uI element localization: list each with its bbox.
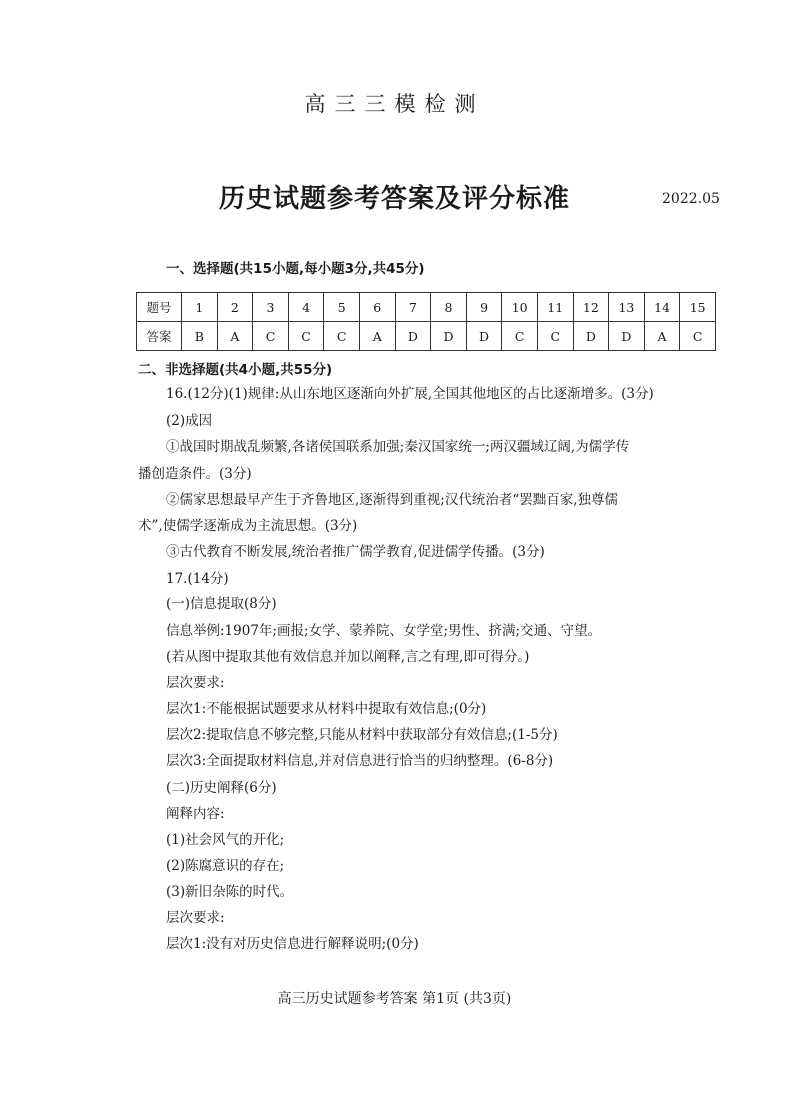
answer-cell: C bbox=[288, 322, 324, 351]
answer-cell: C bbox=[502, 322, 538, 351]
answer-line: (二)历史阐释(6分) bbox=[166, 780, 277, 796]
answer-line: 信息举例:1907年;画报;女学、蒙养院、女学堂;男性、挤满;交通、守望。 bbox=[166, 623, 602, 639]
question-number-cell: 2 bbox=[217, 293, 253, 322]
answer-line: (一)信息提取(8分) bbox=[166, 596, 277, 612]
answer-line: 层次2:提取信息不够完整,只能从材料中获取部分有效信息;(1-5分) bbox=[166, 727, 558, 743]
answer-line: 阐释内容: bbox=[166, 806, 225, 822]
section2-heading: 二、非选择题(共4小题,共55分) bbox=[138, 362, 333, 378]
question-number-cell: 8 bbox=[431, 293, 467, 322]
document-title: 历史试题参考答案及评分标准 bbox=[218, 184, 570, 214]
question-number-cell: 1 bbox=[182, 293, 218, 322]
answer-line: (2)成因 bbox=[166, 413, 213, 429]
answer-line: 播创造条件。(3分) bbox=[138, 466, 252, 482]
answer-cell: A bbox=[359, 322, 395, 351]
question-number-cell: 11 bbox=[537, 293, 573, 322]
question-number-cell: 12 bbox=[573, 293, 609, 322]
question-number-cell: 13 bbox=[609, 293, 645, 322]
document-date: 2022.05 bbox=[662, 191, 720, 207]
answer-cell: C bbox=[680, 322, 716, 351]
answer-line: 层次1:没有对历史信息进行解释说明;(0分) bbox=[166, 936, 419, 952]
question-number-cell: 7 bbox=[395, 293, 431, 322]
answer-cell: A bbox=[644, 322, 680, 351]
answer-table bbox=[136, 292, 716, 351]
question-number-cell: 3 bbox=[253, 293, 289, 322]
answer-line: ③古代教育不断发展,统治者推广儒学教育,促进儒学传播。(3分) bbox=[166, 544, 545, 560]
question-number-cell: 6 bbox=[359, 293, 395, 322]
question-number-cell: 4 bbox=[288, 293, 324, 322]
answer-line: (1)社会风气的开化; bbox=[166, 832, 285, 848]
answer-line: 术”,使儒学逐渐成为主流思想。(3分) bbox=[138, 518, 358, 534]
row-label-number: 题号 bbox=[137, 293, 182, 322]
answer-line: 层次要求: bbox=[166, 675, 225, 691]
question-number-cell: 10 bbox=[502, 293, 538, 322]
answer-cell: C bbox=[324, 322, 360, 351]
answer-cell: C bbox=[537, 322, 573, 351]
row-label-answer: 答案 bbox=[137, 322, 182, 351]
question-number-cell: 9 bbox=[466, 293, 502, 322]
question-number-row bbox=[137, 293, 716, 322]
answer-line: (2)陈腐意识的存在; bbox=[166, 858, 285, 874]
answer-row bbox=[137, 322, 716, 351]
answer-line: 16.(12分)(1)规律:从山东地区逐渐向外扩展,全国其他地区的占比逐渐增多。(3分) bbox=[166, 386, 654, 402]
answer-line: (3)新旧杂陈的时代。 bbox=[166, 884, 294, 900]
answer-cell: D bbox=[609, 322, 645, 351]
answer-line: 层次要求: bbox=[166, 910, 225, 926]
answer-cell: B bbox=[182, 322, 218, 351]
question-number-cell: 15 bbox=[680, 293, 716, 322]
answer-line: 17.(14分) bbox=[166, 571, 229, 587]
answer-cell: D bbox=[395, 322, 431, 351]
exam-header: 高三三模检测 bbox=[304, 92, 485, 116]
page-footer: 高三历史试题参考答案 第1页 (共3页) bbox=[277, 991, 512, 1007]
answer-line: ①战国时期战乱频繁,各诸侯国联系加强;秦汉国家统一;两汉疆域辽阔,为儒学传 bbox=[166, 439, 630, 455]
answer-cell: D bbox=[431, 322, 467, 351]
answer-line: 层次3:全面提取材料信息,并对信息进行恰当的归纳整理。(6-8分) bbox=[166, 753, 554, 769]
answer-cell: A bbox=[217, 322, 253, 351]
answer-cell: D bbox=[466, 322, 502, 351]
answer-line: (若从图中提取其他有效信息并加以阐释,言之有理,即可得分。) bbox=[166, 649, 530, 665]
question-number-cell: 5 bbox=[324, 293, 360, 322]
answer-line: 层次1:不能根据试题要求从材料中提取有效信息;(0分) bbox=[166, 701, 487, 717]
answer-cell: C bbox=[253, 322, 289, 351]
question-number-cell: 14 bbox=[644, 293, 680, 322]
answer-line: ②儒家思想最早产生于齐鲁地区,逐渐得到重视;汉代统治者“罢黜百家,独尊儒 bbox=[166, 492, 619, 508]
section1-heading: 一、选择题(共15小题,每小题3分,共45分) bbox=[166, 261, 425, 277]
answer-cell: D bbox=[573, 322, 609, 351]
